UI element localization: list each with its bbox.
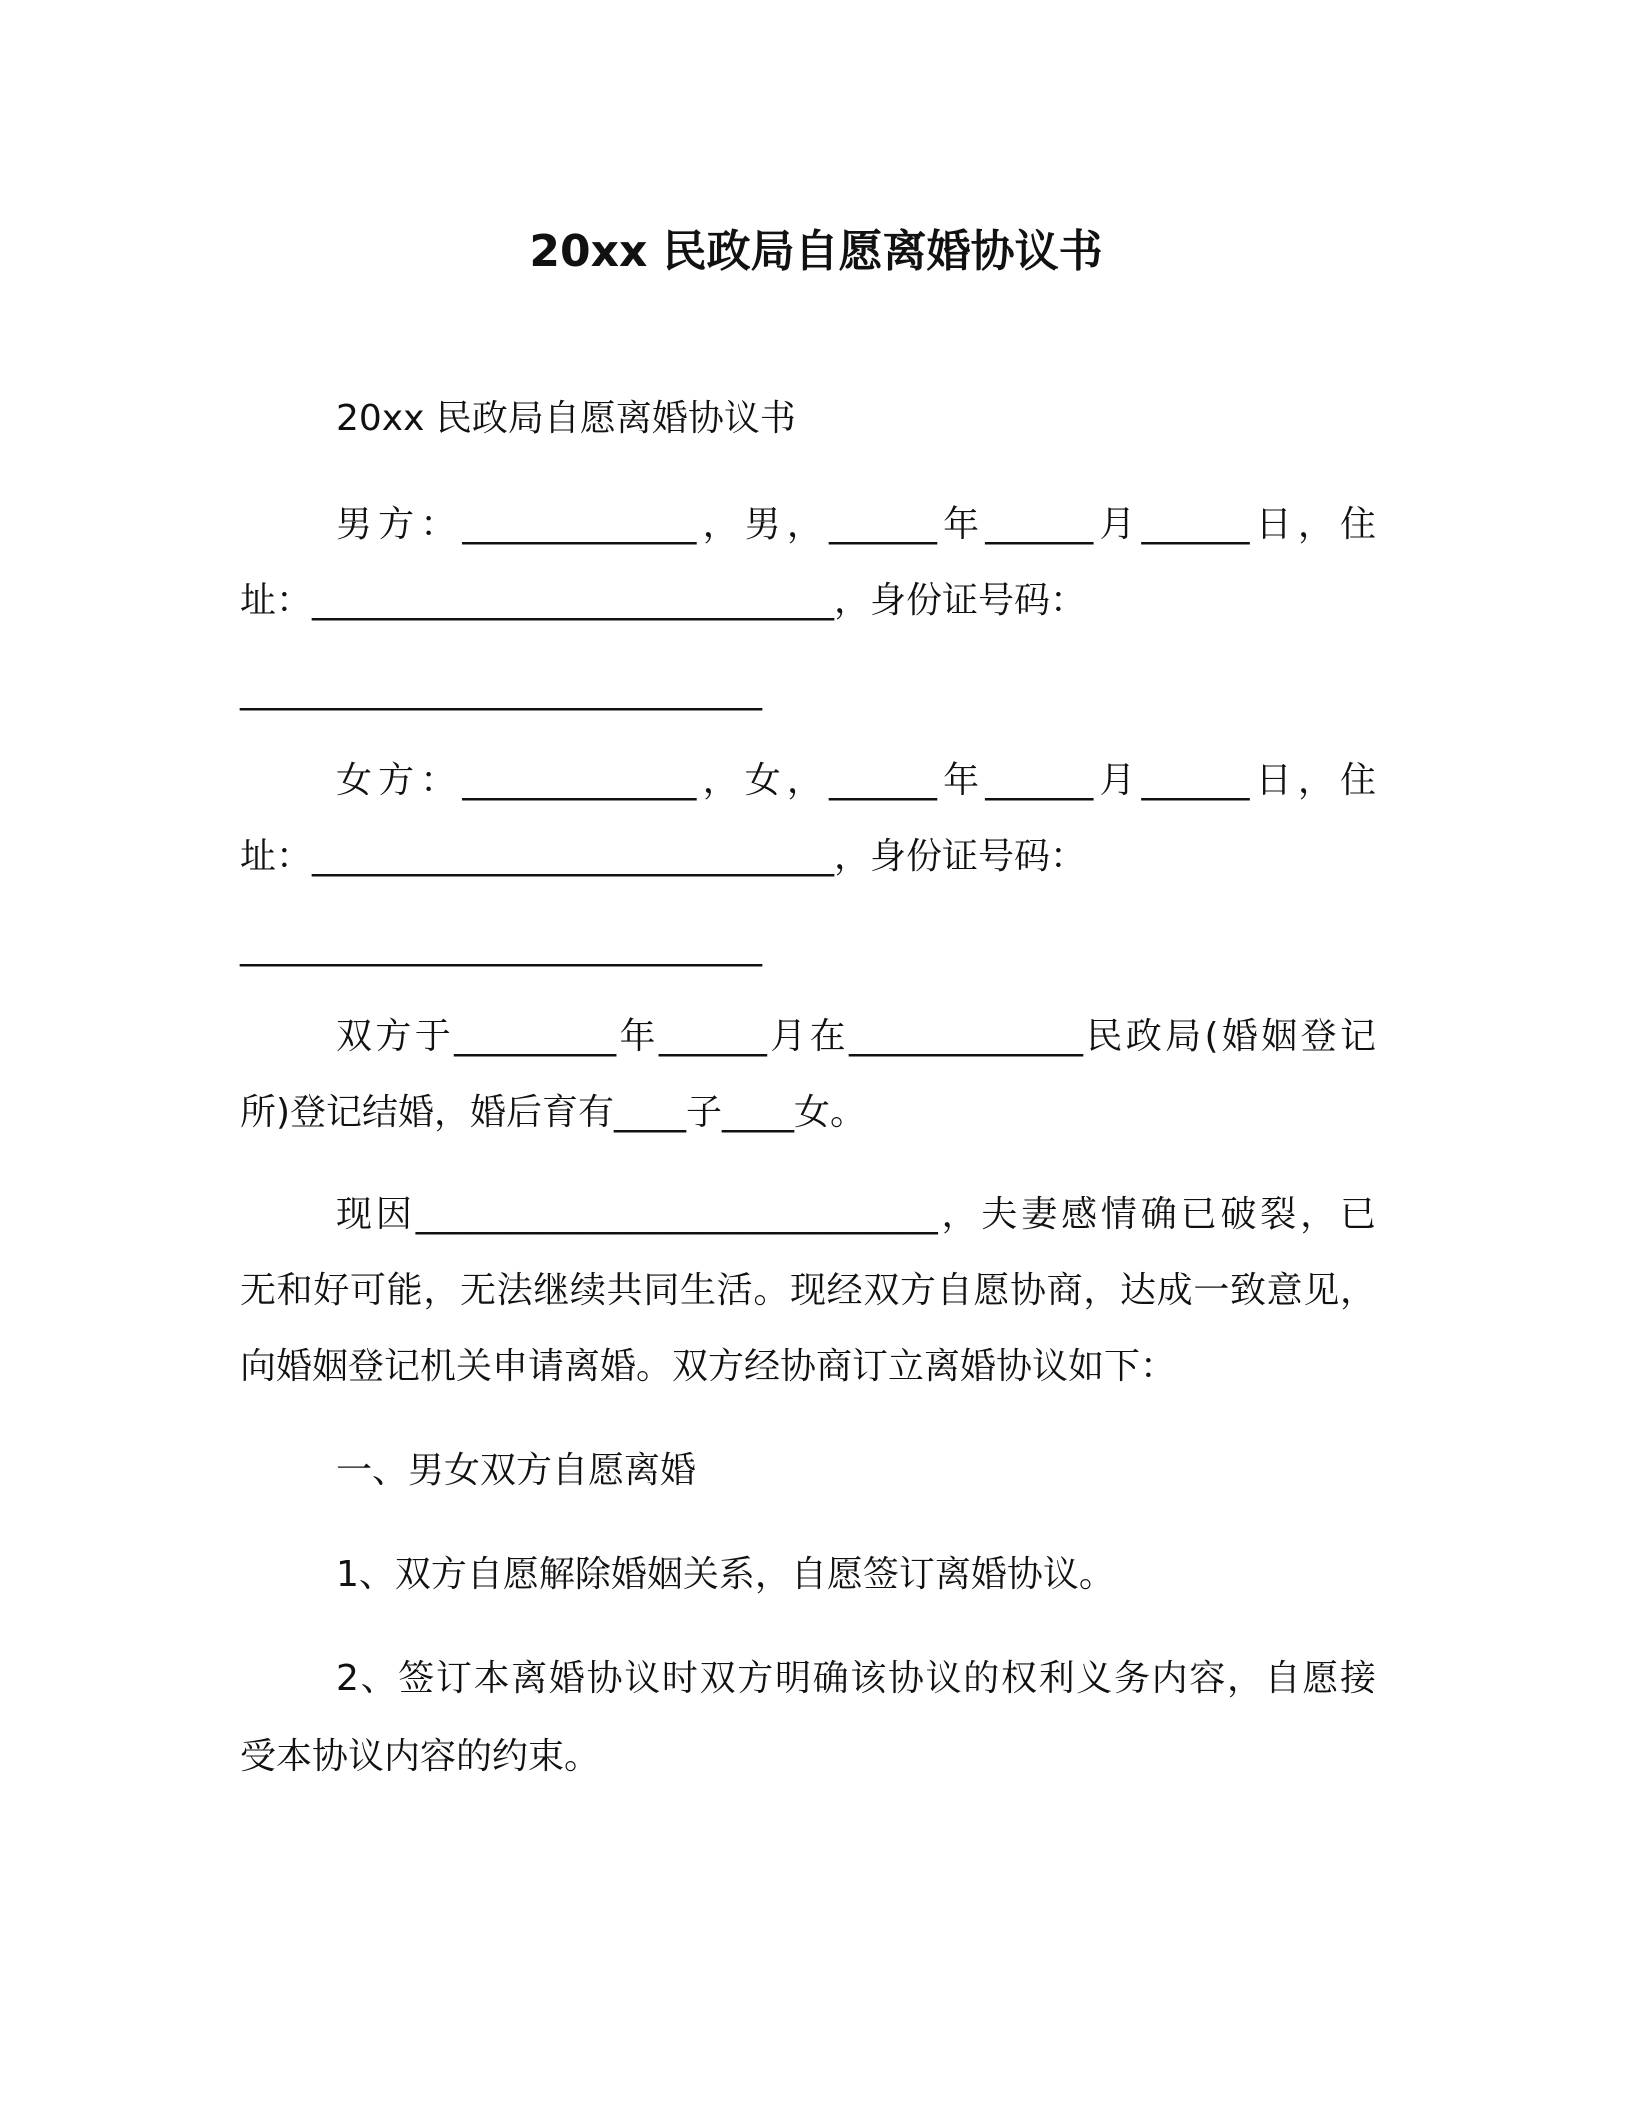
subtitle: 20xx 民政局自愿离婚协议书	[336, 398, 796, 439]
reason-line-3: 向婚姻登记机关申请离婚。双方经协商订立离婚协议如下：	[240, 1346, 1177, 1387]
husband-info-line-3: _____________________________	[240, 670, 762, 711]
section-1-item-1: 1、双方自愿解除婚姻关系，自愿签订离婚协议。	[336, 1554, 1115, 1595]
section-1-heading: 一、男女双方自愿离婚	[336, 1450, 697, 1491]
document-title: 20xx 民政局自愿离婚协议书	[529, 226, 1103, 277]
husband-info-line-2: 址：_____________________________，身份证号码：	[240, 580, 1087, 621]
marriage-info-line-1: 双方于_________年______月在_____________民政局(婚姻登记	[336, 1016, 1376, 1057]
section-1-item-2-line-2: 受本协议内容的约束。	[240, 1736, 601, 1777]
wife-info-line-3: _____________________________	[240, 926, 762, 967]
reason-line-2: 无和好可能，无法继续共同生活。现经双方自愿协商，达成一致意见，	[240, 1270, 1376, 1311]
wife-info-line-1: 女方：_____________，女，______年______月______日，住	[336, 760, 1376, 801]
section-1-item-2-line-1: 2、签订本离婚协议时双方明确该协议的权利义务内容，自愿接	[336, 1658, 1376, 1699]
reason-line-1: 现因_____________________________，夫妻感情确已破裂，已	[336, 1194, 1376, 1235]
wife-info-line-2: 址：_____________________________，身份证号码：	[240, 836, 1087, 877]
marriage-info-line-2: 所)登记结婚，婚后育有____子____女。	[240, 1092, 867, 1133]
husband-info-line-1: 男方：_____________，男，______年______月______日，住	[336, 504, 1376, 545]
